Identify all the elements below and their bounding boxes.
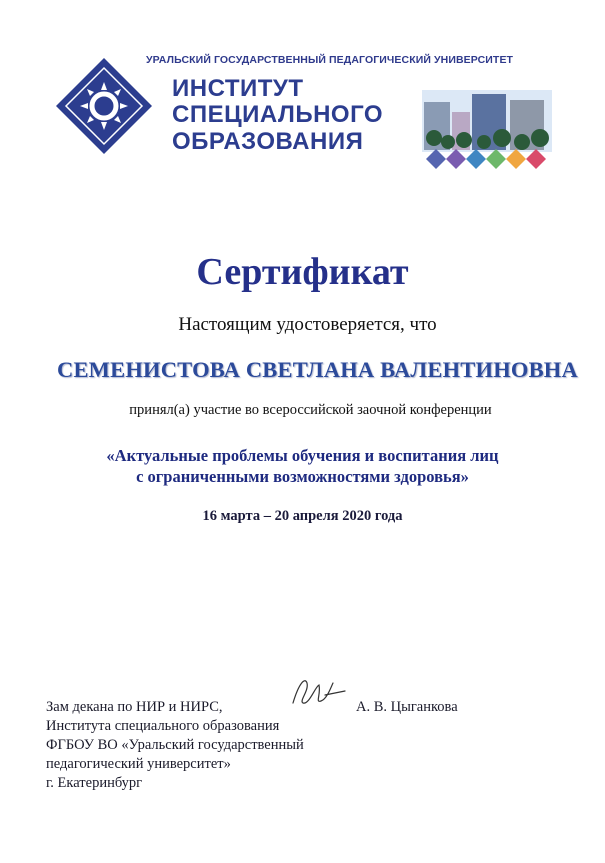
participation-text: принял(а) участие во всероссийской заочной конференции [129, 402, 492, 418]
signer-position-line-1: Зам декана по НИР и НИРС, [46, 699, 223, 715]
signer-position-line-4: педагогический университет» [46, 756, 231, 772]
certificate-title: Сертификат [196, 251, 409, 293]
institute-name-line-3: ОБРАЗОВАНИЯ [172, 128, 364, 155]
signer-position-line-3: ФГБОУ ВО «Уральский государственный [46, 737, 304, 753]
institute-name-line-2: СПЕЦИАЛЬНОГО [172, 101, 384, 128]
handwritten-signature [285, 673, 355, 713]
campus-photo [422, 72, 552, 174]
university-name: УРАЛЬСКИЙ ГОСУДАРСТВЕННЫЙ ПЕДАГОГИЧЕСКИЙ УНИВЕРСИТЕТ [146, 54, 514, 66]
conference-title-line-2: с ограниченными возможностями здоровья» [136, 467, 469, 486]
conference-dates: 16 марта – 20 апреля 2020 года [202, 508, 403, 524]
institute-logo [54, 56, 154, 156]
signer-name: А. В. Цыганкова [356, 699, 458, 715]
conference-title-line-1: «Актуальные проблемы обучения и воспитания лиц [106, 446, 499, 465]
certificate-intro: Настоящим удостоверяется, что [178, 314, 437, 335]
recipient-name: СЕМЕНИСТОВА СВЕТЛАНА ВАЛЕНТИНОВНА [57, 357, 578, 382]
institute-name-line-1: ИНСТИТУТ [172, 75, 304, 102]
signer-position-line-2: Института специального образования [46, 718, 280, 734]
signer-city: г. Екатеринбург [46, 775, 143, 791]
